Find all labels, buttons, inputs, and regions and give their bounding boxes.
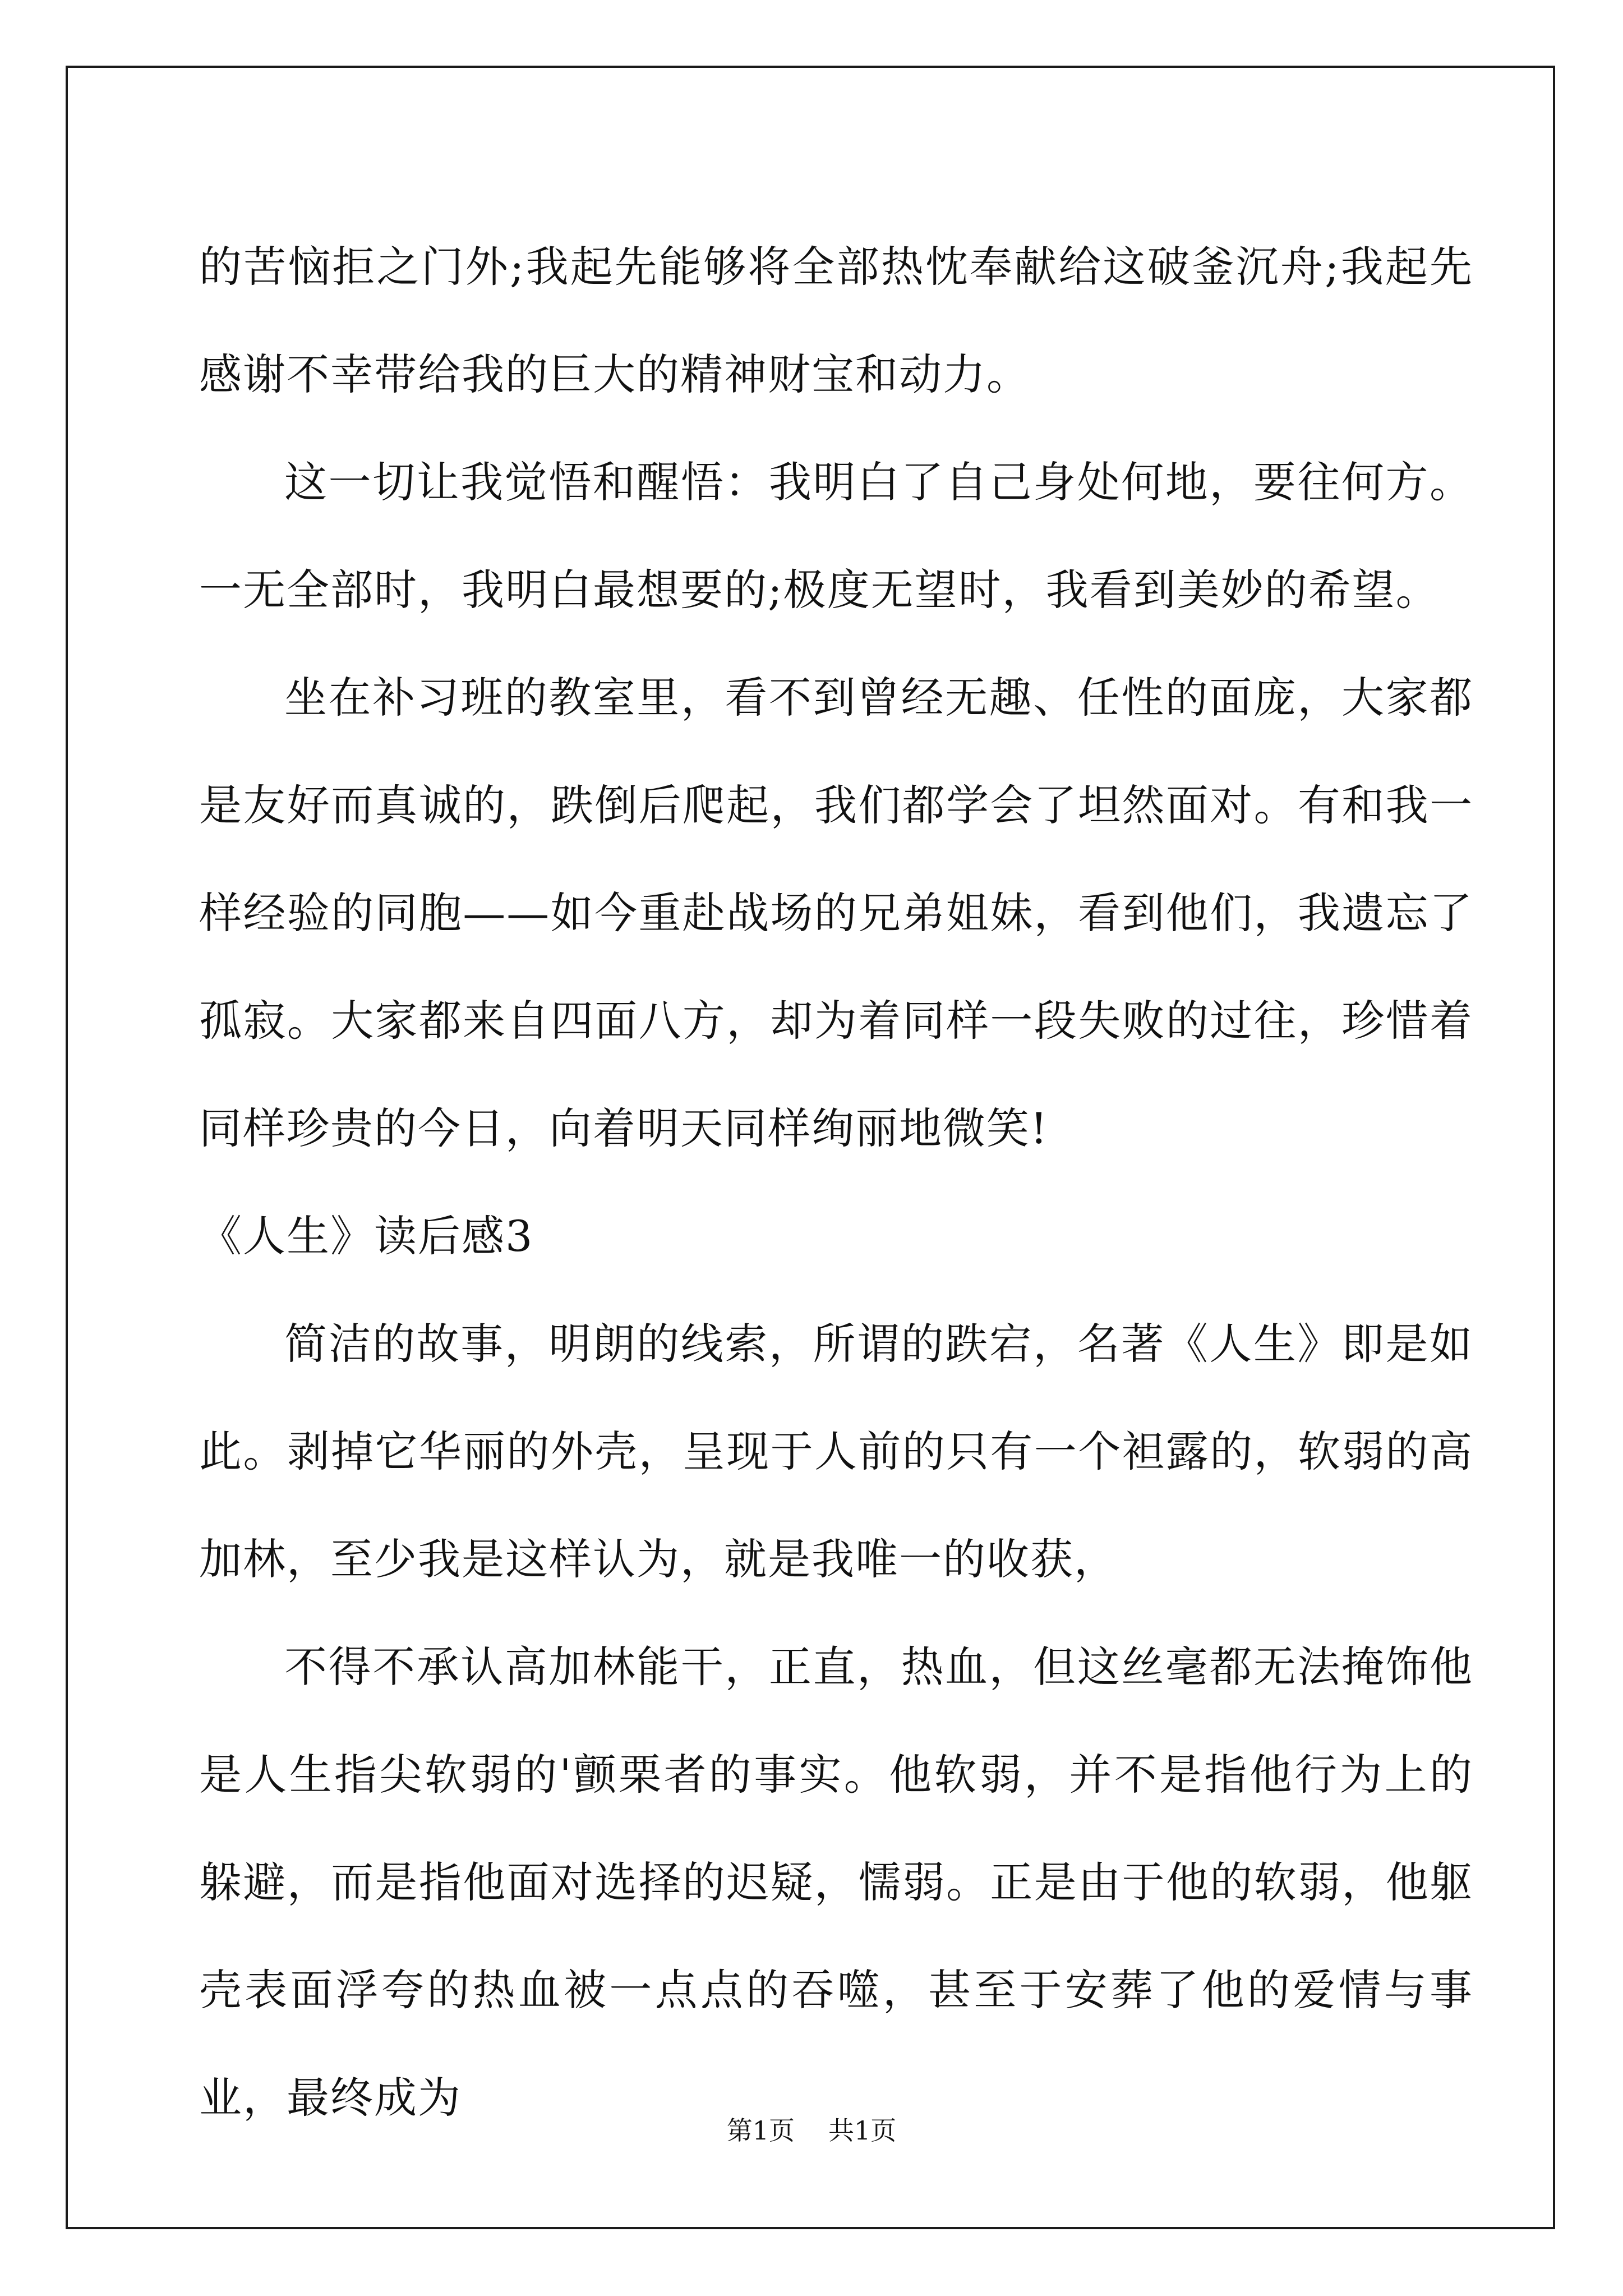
page-number-current: 第1页 <box>726 2115 795 2146</box>
page-number-total: 共1页 <box>828 2115 897 2146</box>
paragraph-story-summary: 简洁的故事，明朗的线索，所谓的跌宕，名著《人生》即是如此。剥掉它华丽的外壳，呈现于人前的只有一个袒露的，软弱的高加林，至少我是这样认为，就是我唯一的收获， <box>199 1319 1473 1584</box>
paragraph-enlightenment: 这一切让我觉悟和醒悟：我明白了自己身处何地，要往何方。一无全部时，我明白最想要的;极度无望时，我看到美妙的希望。 <box>199 457 1473 615</box>
section-heading: 《人生》读后感3 <box>199 1211 534 1261</box>
paragraph-classroom: 坐在补习班的教室里，看不到曾经无趣、任性的面庞，大家都是友好而真诚的，跌倒后爬起，我们都学会了坦然面对。有和我一样经验的同胞——如今重赴战场的兄弟姐妹，看到他们，我遗忘了孤寂。大家都来自四面八方，却为着同样一段失败的过往，珍惜着同样珍贵的今日，向着明天同样绚丽地微笑! <box>199 673 1473 1153</box>
page-footer <box>0 2114 1623 2147</box>
paragraph-gaojialin-analysis: 不得不承认高加林能干，正直，热血，但这丝毫都无法掩饰他是人生指尖软弱的'颤栗者的事实。他软弱，并不是指他行为上的躲避，而是指他面对选择的迟疑，懦弱。正是由于他的软弱，他躯壳表面浮夸的热血被一点点的吞噬，甚至于安葬了他的爱情与事业，最终成为 <box>199 1642 1473 2123</box>
paragraph-continuation: 的苦恼拒之门外;我起先能够将全部热忱奉献给这破釜沉舟;我起先感谢不幸带给我的巨大的精神财宝和动力。 <box>199 242 1473 399</box>
document-body <box>199 213 1473 2152</box>
